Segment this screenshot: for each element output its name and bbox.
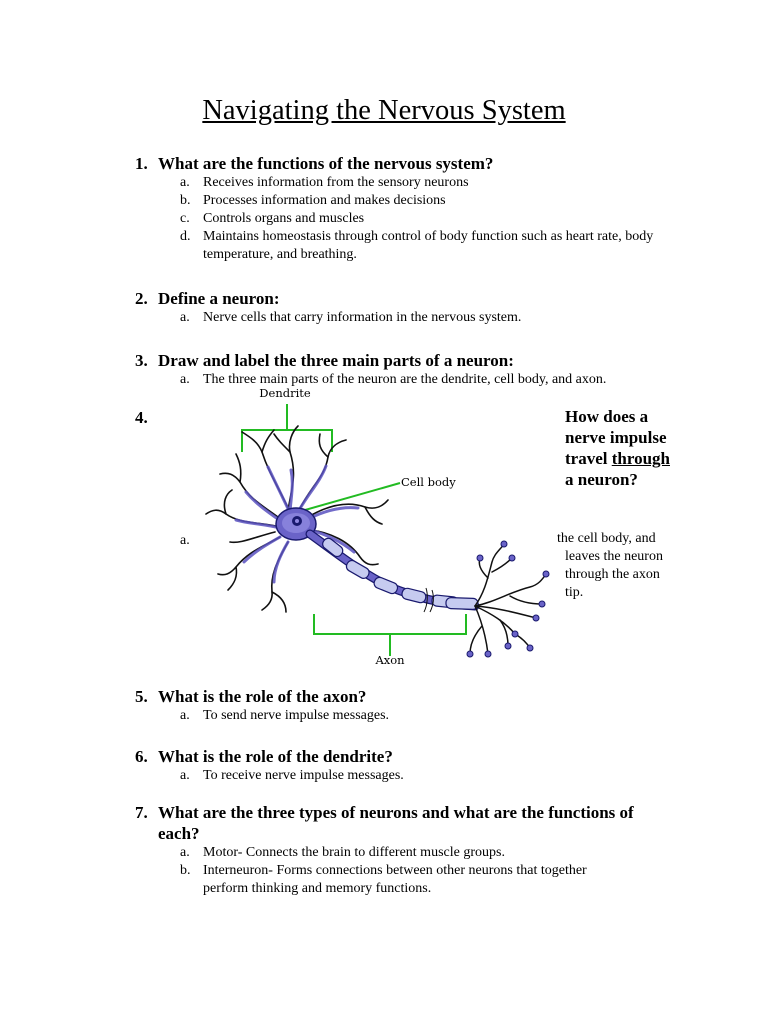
dendrite-label: Dendrite [259,386,311,400]
list-item: a. The three main parts of the neuron are the dendrite, cell body, and axon. [180,372,607,387]
axon [310,534,478,612]
question-number: 1. [135,154,148,173]
question-number: 6. [135,747,148,766]
question-1 [0,153,768,264]
question-text: What is the role of the axon? [158,687,367,706]
list-item: c. Controls organs and muscles [180,211,365,226]
neuron-diagram [170,382,560,672]
question-number: 7. [135,803,148,822]
question-6 [0,746,768,785]
axon-label: Axon [375,653,405,667]
dendrite-bracket [242,404,332,452]
question-5 [0,686,768,725]
list-item: a. Nerve cells that carry information in the nervous system. [180,310,522,325]
question-number: 3. [135,351,148,370]
question-4-answer: the cell body, and leaves the neuron through the axon tip. [557,531,663,600]
cell-body-label: Cell body [401,475,456,489]
question-text: What are the functions of the nervous system? [158,154,494,173]
question-number: 5. [135,687,148,706]
question-text: What are the three types of neurons and what are the functions of each? [158,803,634,843]
question-number: 2. [135,289,148,308]
list-item: a. Receives information from the sensory neurons [180,175,469,190]
list-item: d. Maintains homeostasis through control of body function such as heart rate, body temperature, and breathing. [180,229,654,262]
list-item: b. Interneuron- Forms connections between other neurons that together perform thinking and memory functions. [180,863,587,896]
axon-bracket [314,614,466,656]
cell-body-pointer [305,483,400,510]
question-number: 4. [135,408,148,427]
question-text: What is the role of the dendrite? [158,747,393,766]
answer-letter: a. [180,533,190,548]
myelin-sheath [321,536,479,609]
question-text: Draw and label the three main parts of a neuron: [158,351,514,370]
list-item: a. Motor- Connects the brain to different muscle groups. [180,845,505,860]
question-7 [0,802,768,898]
list-item: a. To receive nerve impulse messages. [180,768,404,783]
list-item: a. To send nerve impulse messages. [180,708,390,723]
question-text: Define a neuron: [158,289,280,308]
page-title: Navigating the Nervous System [202,95,566,126]
list-item: b. Processes information and makes decisions [180,193,446,208]
question-4-text: How does a nerve impulse travel through a neuron? [565,407,670,489]
question-2 [0,288,768,327]
